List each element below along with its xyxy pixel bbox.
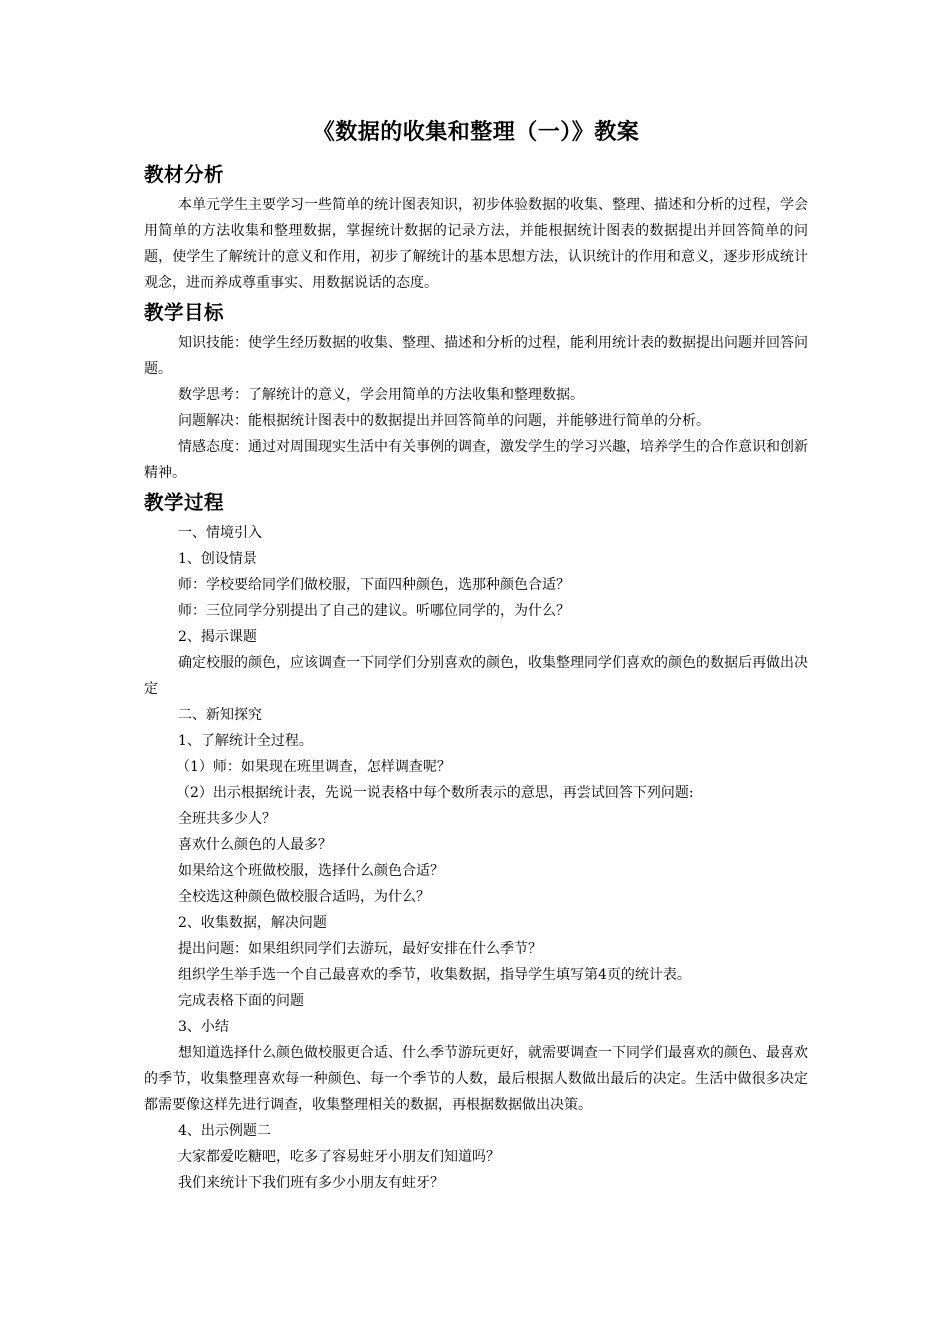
process-line: （1）师：如果现在班里调查，怎样调查呢？ [176, 759, 451, 775]
process-line: 全班共多少人？ [178, 811, 276, 827]
process-line: 4、出示例题二 [178, 1123, 271, 1139]
process-line: 我们来统计下我们班有多少小朋友有蛀牙？ [178, 1175, 444, 1191]
process-paragraph: 确定校服的颜色，应该调查一下同学们分别喜欢的颜色，收集整理同学们喜欢的颜色的数据后再做出决定 [144, 655, 808, 697]
process-line: 1、了解统计全过程。 [178, 733, 313, 749]
goal-math-thinking: 数学思考：了解统计的意义，学会用简单的方法收集和整理数据。 [178, 387, 584, 403]
section-heading-process: 教学过程 [144, 491, 225, 514]
process-line: 大家都爱吃糖吧，吃多了容易蛀牙小朋友们知道吗？ [178, 1149, 500, 1165]
process-line: （2）出示根据统计表，先说一说表格中每个数所表示的意思，再尝试回答下列问题: [176, 785, 694, 801]
process-line: 喜欢什么颜色的人最多？ [178, 837, 332, 853]
process-line: 2、收集数据，解决问题 [178, 915, 327, 931]
goal-problem-solving: 问题解决：能根据统计图表中的数据提出并回答简单的问题，并能够进行简单的分析。 [178, 413, 710, 429]
process-line: 1、创设情景 [178, 551, 257, 567]
process-line: 师：学校要给同学们做校服，下面四种颜色，选那种颜色合适？ [178, 577, 570, 593]
process-line: 2、揭示课题 [178, 629, 257, 645]
document-title: 《数据的收集和整理（一）》教案 [312, 120, 640, 145]
goal-emotion-attitude: 情感态度：通过对周围现实生活中有关事例的调查，激发学生的学习兴趣，培养学生的合作意识和创新精神。 [144, 439, 808, 481]
process-line: 提出问题：如果组织同学们去游玩，最好安排在什么季节？ [178, 941, 542, 957]
process-line: 一、情境引入 [178, 525, 262, 541]
section-heading-goals: 教学目标 [144, 301, 225, 324]
process-line: 如果给这个班做校服，选择什么颜色合适？ [178, 863, 444, 879]
analysis-paragraph: 本单元学生主要学习一些简单的统计图表知识，初步体验数据的收集、整理、描述和分析的过程，学会用简单的方法收集和整理数据，掌握统计数据的记录方法，并能根据统计图表的数据提出并回答简单的问题，使学生了解统计的意义和作用，初步了解统计的基本思想方法，认识统计的作用和意义，逐步形成统计观念，进而养成尊重事实、用数据说话的态度。 [144, 197, 808, 291]
process-line: 二、新知探究 [178, 707, 262, 723]
document-content [144, 118, 808, 1196]
process-line: 师：三位同学分别提出了自己的建议。听哪位同学的，为什么？ [178, 603, 570, 619]
process-line: 完成表格下面的问题 [178, 993, 304, 1009]
process-line: 组织学生举手选一个自己最喜欢的季节，收集数据，指导学生填写第4页的统计表。 [178, 967, 691, 983]
process-paragraph: 想知道选择什么颜色做校服更合适、什么季节游玩更好，就需要调查一下同学们最喜欢的颜色、最喜欢的季节，收集整理喜欢每一种颜色、每一个季节的人数，最后根据人数做出最后的决定。生活中做很多决定都需要像这样先进行调查，收集整理相关的数据，再根据数据做出决策。 [144, 1045, 808, 1113]
process-line: 3、小结 [178, 1019, 229, 1035]
process-line: 全校选这种颜色做校服合适吗，为什么？ [178, 889, 430, 905]
goal-knowledge-skills: 知识技能：使学生经历数据的收集、整理、描述和分析的过程，能利用统计表的数据提出问题并回答问题。 [144, 335, 808, 377]
section-heading-analysis: 教材分析 [144, 163, 225, 186]
